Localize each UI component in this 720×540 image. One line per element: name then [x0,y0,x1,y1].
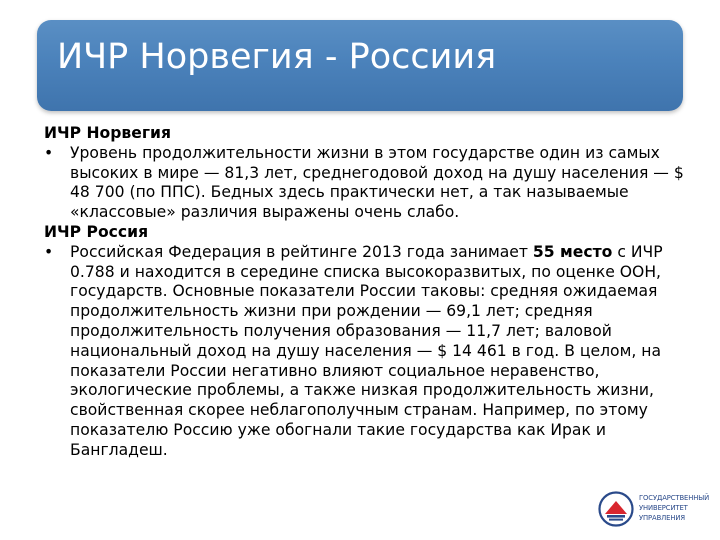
logo-line: ГОСУДАРСТВЕННЫЙ [639,494,710,502]
norway-heading: ИЧР Норвегия [44,124,171,142]
russia-rank: 55 место [532,242,613,261]
slide-title: ИЧР Норвегия - Россиия [57,37,497,77]
bullet-marker: • [44,242,54,261]
russia-text [70,243,684,461]
russia-bullet [44,243,684,461]
russia-text-before: Российская Федерация в рейтинге 2013 года занимает [70,242,533,261]
university-logo [598,491,714,527]
university-name [639,494,709,523]
russia-heading: ИЧР Россия [44,222,149,241]
logo-line: УПРАВЛЕНИЯ [639,513,685,522]
norway-text: Уровень продолжительности жизни в этом государстве один из самых высоких в мире — 81,3 лет, среднегодовой доход на душу населения — $ 48 700 (по ППС). Бедных здесь практически нет, а так называемые «классовые» различия выражены очень слабо. [70,143,684,222]
university-emblem-icon [598,491,634,527]
bullet-marker: • [44,143,54,162]
title-banner [37,20,683,111]
slide-body [44,124,684,461]
norway-bullet [44,144,684,223]
logo-line: УНИВЕРСИТЕТ [639,503,688,512]
russia-text-after: с ИЧР 0.788 и находится в середине списка высокоразвитых, по оценке ООН, государств. Основные показатели России таковы: средняя ожидаемая продолжительность жизни при рождении — 69,1 лет; средняя продолжительность получения образования — 11,7 лет; валовой национальный доход на душу населения — $ 14 461 в год. В целом, на показатели России негативно влияют социальное неравенство, экологические проблемы, а также низкая продолжительность жизни, свойственная скорее неблагополучным странам. Например, по этому показателю Россию уже обогнали такие государства как Ирак и Бангладеш. [70,242,663,459]
